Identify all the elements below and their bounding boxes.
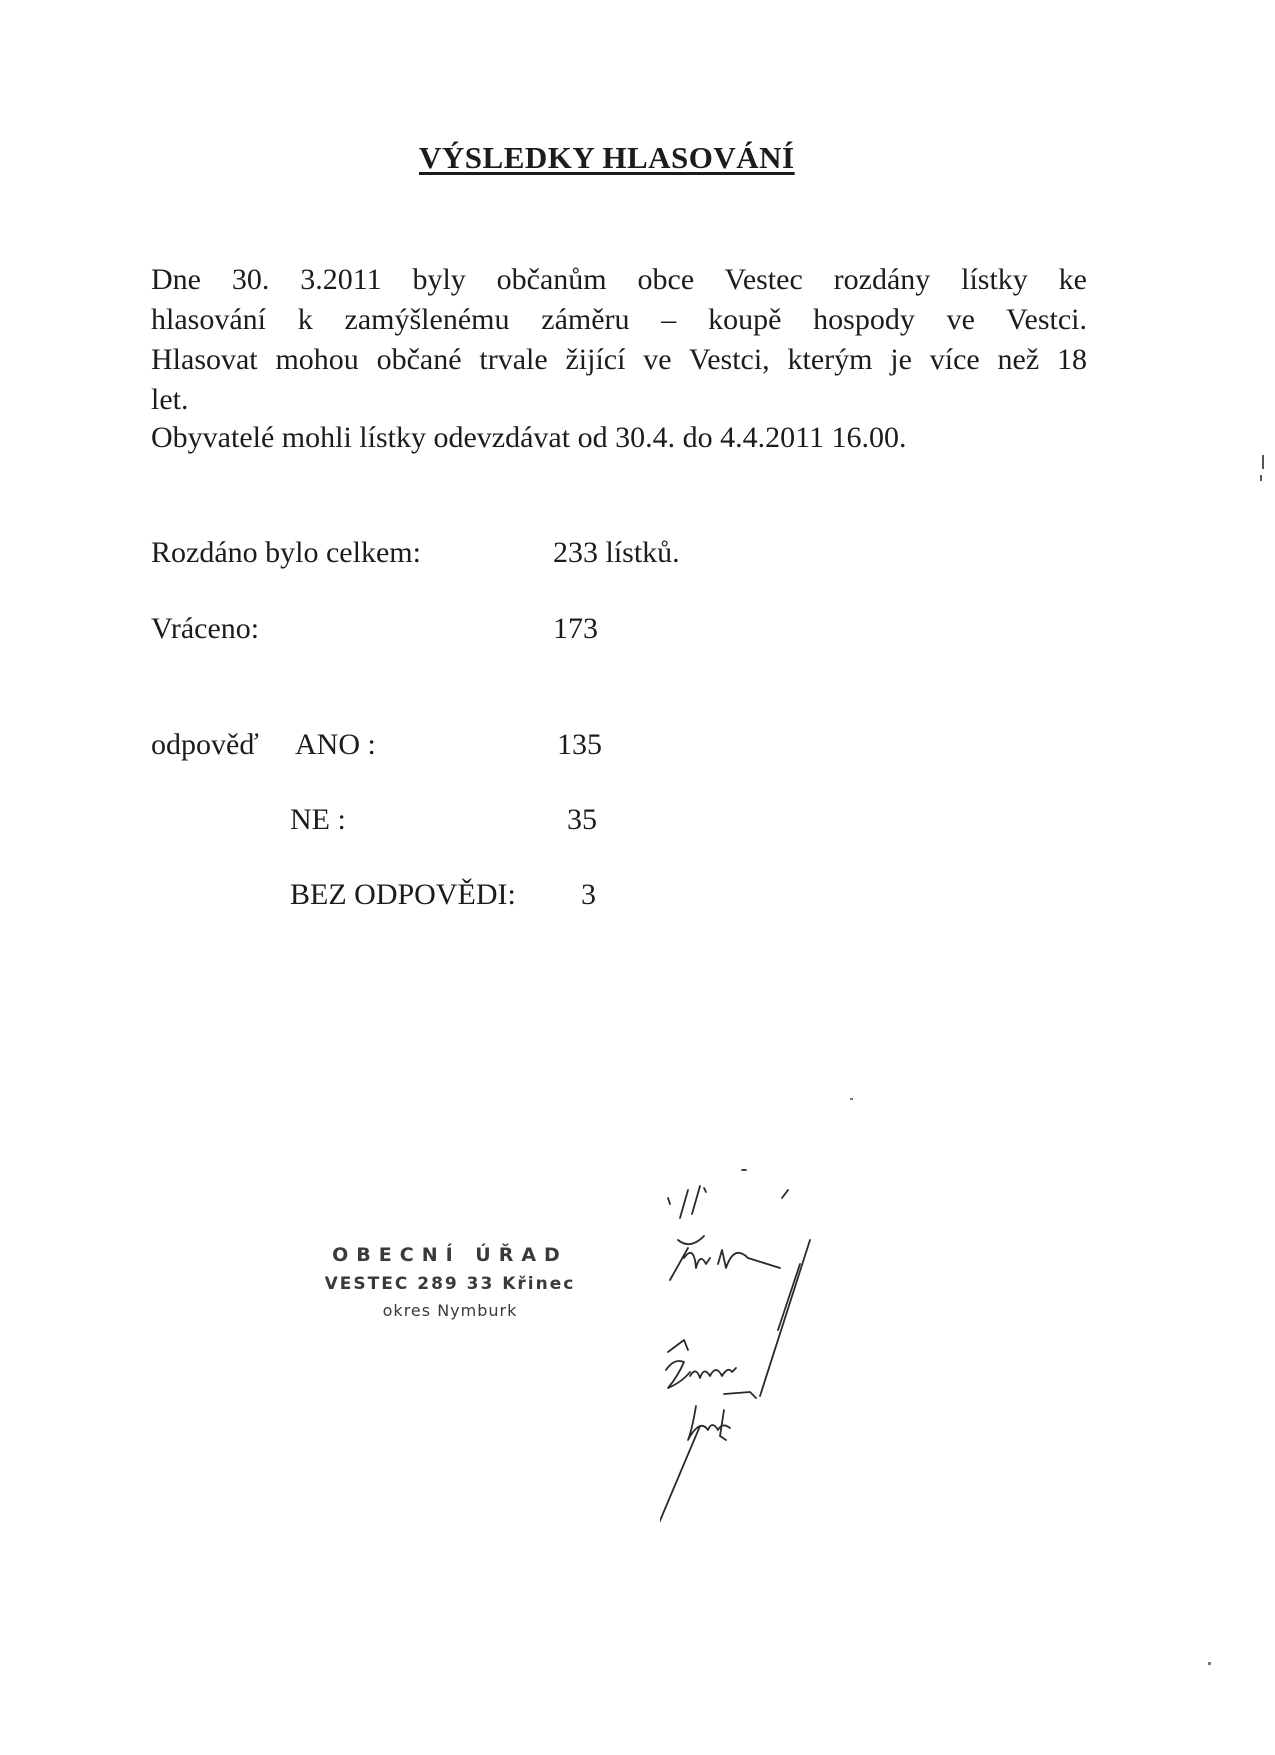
returned-label: Vráceno: — [151, 612, 260, 645]
intro-line-5: Obyvatelé mohli lístky odevzdávat od 30.4. do 4.4.2011 16.00. — [151, 421, 907, 454]
intro-line-2: hlasování k zamýšlenému záměru – koupě hospody ve Vestci. — [151, 303, 1087, 336]
answer-label: odpověď — [151, 728, 259, 761]
intro-line-1: Dne 30. 3.2011 byly občanům obce Vestec rozdány lístky ke — [151, 263, 1087, 296]
no-answer-value: 3 — [581, 878, 596, 911]
distributed-value: 233 lístků. — [553, 536, 680, 569]
intro-line-4: let. — [151, 383, 189, 416]
scan-speck — [1208, 1662, 1211, 1665]
handwritten-signatures — [660, 1140, 960, 1560]
scan-speck — [1260, 475, 1262, 481]
no-answer-label: BEZ ODPOVĚDI: — [290, 878, 516, 911]
document-title: VÝSLEDKY HLASOVÁNÍ — [419, 140, 795, 175]
stamp-address: VESTEC 289 33 Křinec — [324, 1274, 576, 1294]
stamp-office-name: OBECNÍ ÚŘAD — [332, 1244, 568, 1266]
distributed-label: Rozdáno bylo celkem: — [151, 536, 421, 569]
scan-speck — [1262, 455, 1264, 469]
no-value: 35 — [567, 803, 597, 836]
scan-speck — [850, 1098, 853, 1100]
stamp-district: okres Nymburk — [382, 1301, 518, 1320]
office-stamp — [300, 1240, 600, 1324]
no-label: NE : — [290, 803, 346, 836]
intro-line-3: Hlasovat mohou občané trvale žijící ve Vestci, kterým je více než 18 — [151, 343, 1087, 376]
returned-value: 173 — [553, 612, 598, 645]
yes-label: ANO : — [295, 728, 376, 761]
yes-value: 135 — [557, 728, 602, 761]
